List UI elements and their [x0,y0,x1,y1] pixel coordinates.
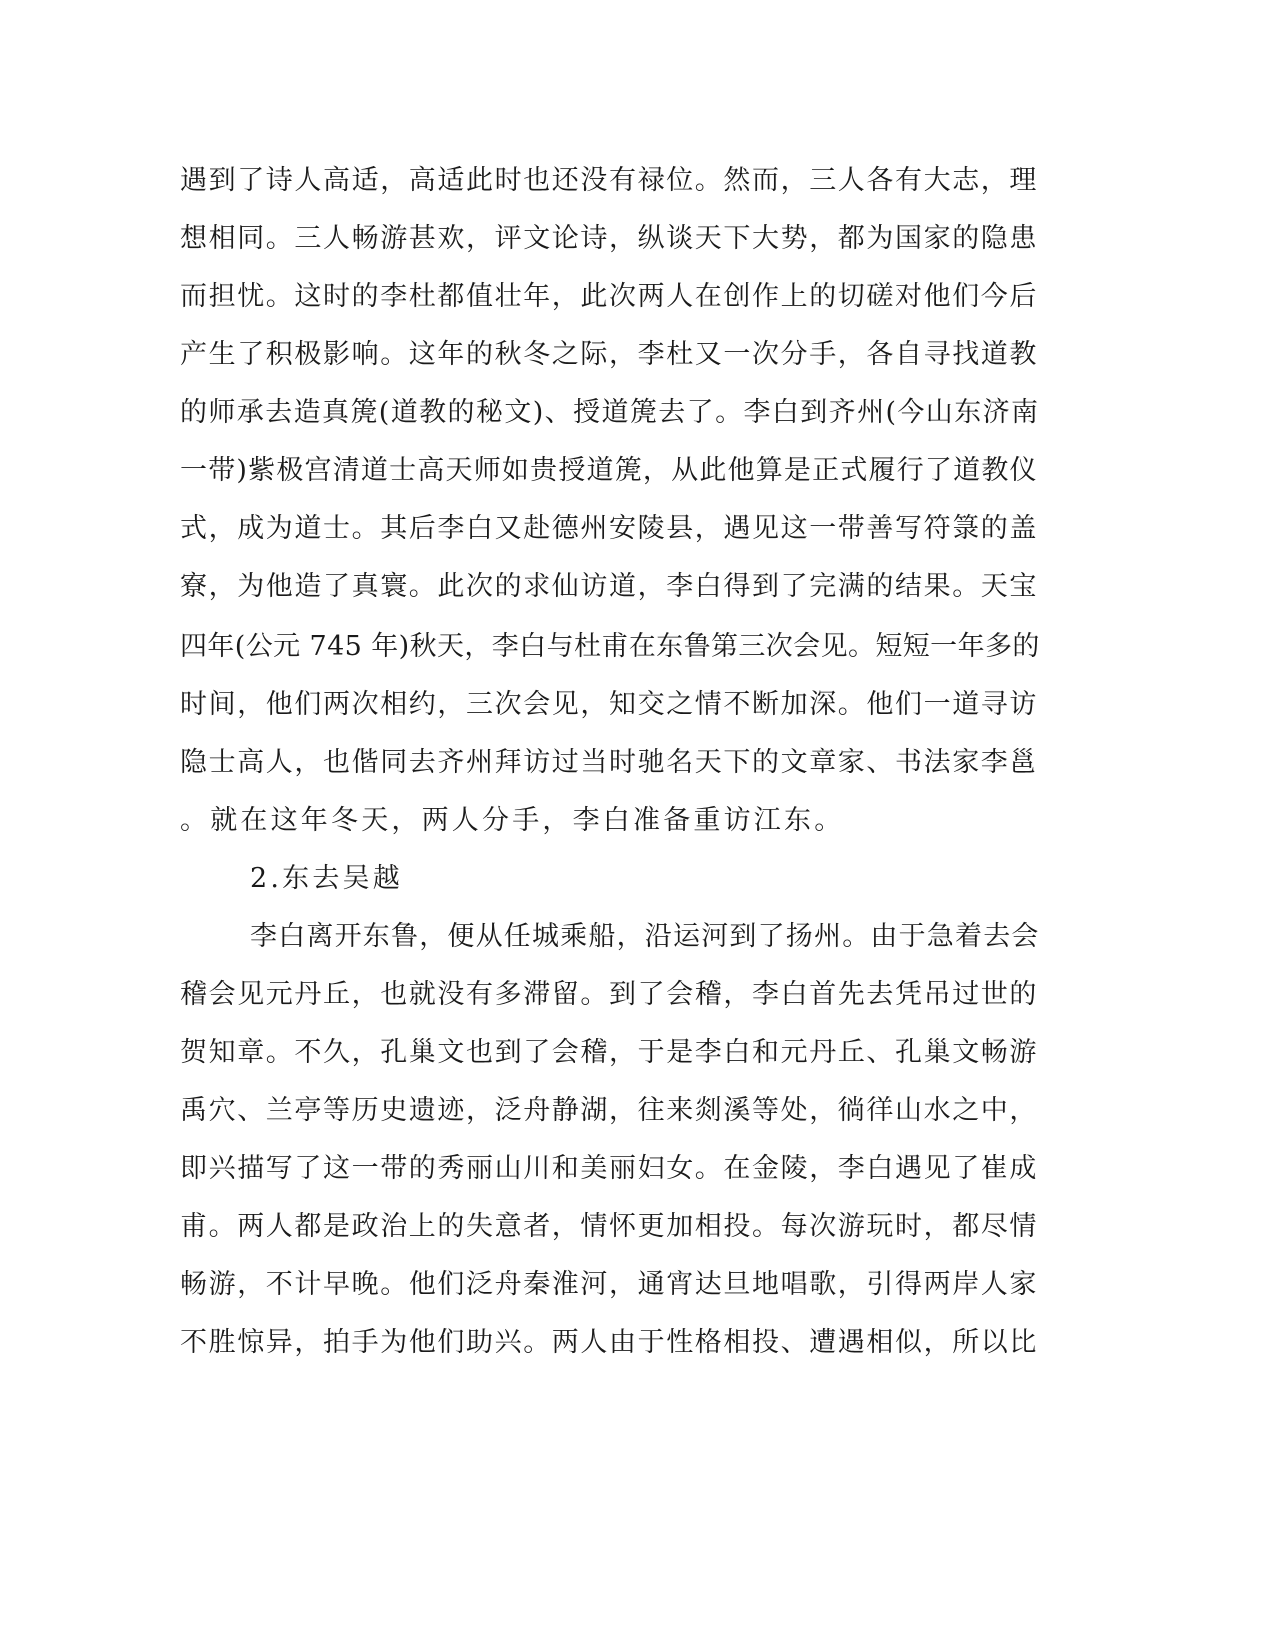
text-line: 而担忧。这时的李杜都值壮年，此次两人在创作上的切磋对他们今后 [180,281,1038,312]
text-line: 的师承去造真箎(道教的秘文)、授道箎去了。李白到齐州(今山东济南 [180,397,1040,428]
text-line: 式，成为道士。其后李白又赴德州安陵县，遇见这一带善写符箓的盖 [180,513,1038,544]
text-line: 贺知章。不久，孔巢文也到了会稽，于是李白和元丹丘、孔巢文畅游 [180,1037,1038,1068]
text-line: 想相同。三人畅游甚欢，评文论诗，纵谈天下大势，都为国家的隐患 [180,223,1038,254]
text-line: 李白离开东鲁，便从任城乘船，沿运河到了扬州。由于急着去会 [250,921,1040,952]
text-line: 甫。两人都是政治上的失意者，情怀更加相投。每次游玩时，都尽情 [180,1211,1038,1242]
text-line: 一带)紫极宫清道士高天师如贵授道箎，从此他算是正式履行了道教仪 [180,455,1038,486]
section-heading: 2.东去吴越 [250,863,403,894]
text-line: 时间，他们两次相约，三次会见，知交之情不断加深。他们一道寻访 [180,689,1038,720]
text-line: 。就在这年冬天，两人分手，李白准备重访江东。 [180,805,845,836]
text-line: 不胜惊异，拍手为他们助兴。两人由于性格相投、遭遇相似，所以比 [180,1327,1038,1358]
text-line: 禹穴、兰亭等历史遗迹，泛舟静湖，往来剡溪等处，徜徉山水之中， [180,1095,1038,1126]
text-line: 产生了积极影响。这年的秋冬之际，李杜又一次分手，各自寻找道教 [180,339,1038,370]
text-line: 稽会见元丹丘，也就没有多滞留。到了会稽，李白首先去凭吊过世的 [180,979,1038,1010]
text-line: 畅游，不计早晚。他们泛舟秦淮河，通宵达旦地唱歌，引得两岸人家 [180,1269,1038,1300]
text-line: 遇到了诗人高适，高适此时也还没有禄位。然而，三人各有大志，理 [180,165,1038,196]
text-line: 寮，为他造了真寰。此次的求仙访道，李白得到了完满的结果。天宝 [180,571,1038,602]
text-line: 隐士高人，也偕同去齐州拜访过当时驰名天下的文章家、书法家李邕 [180,747,1038,778]
text-line: 四年(公元 745 年)秋天，李白与杜甫在东鲁第三次会见。短短一年多的 [180,631,1040,662]
text-line: 即兴描写了这一带的秀丽山川和美丽妇女。在金陵，李白遇见了崔成 [180,1153,1038,1184]
